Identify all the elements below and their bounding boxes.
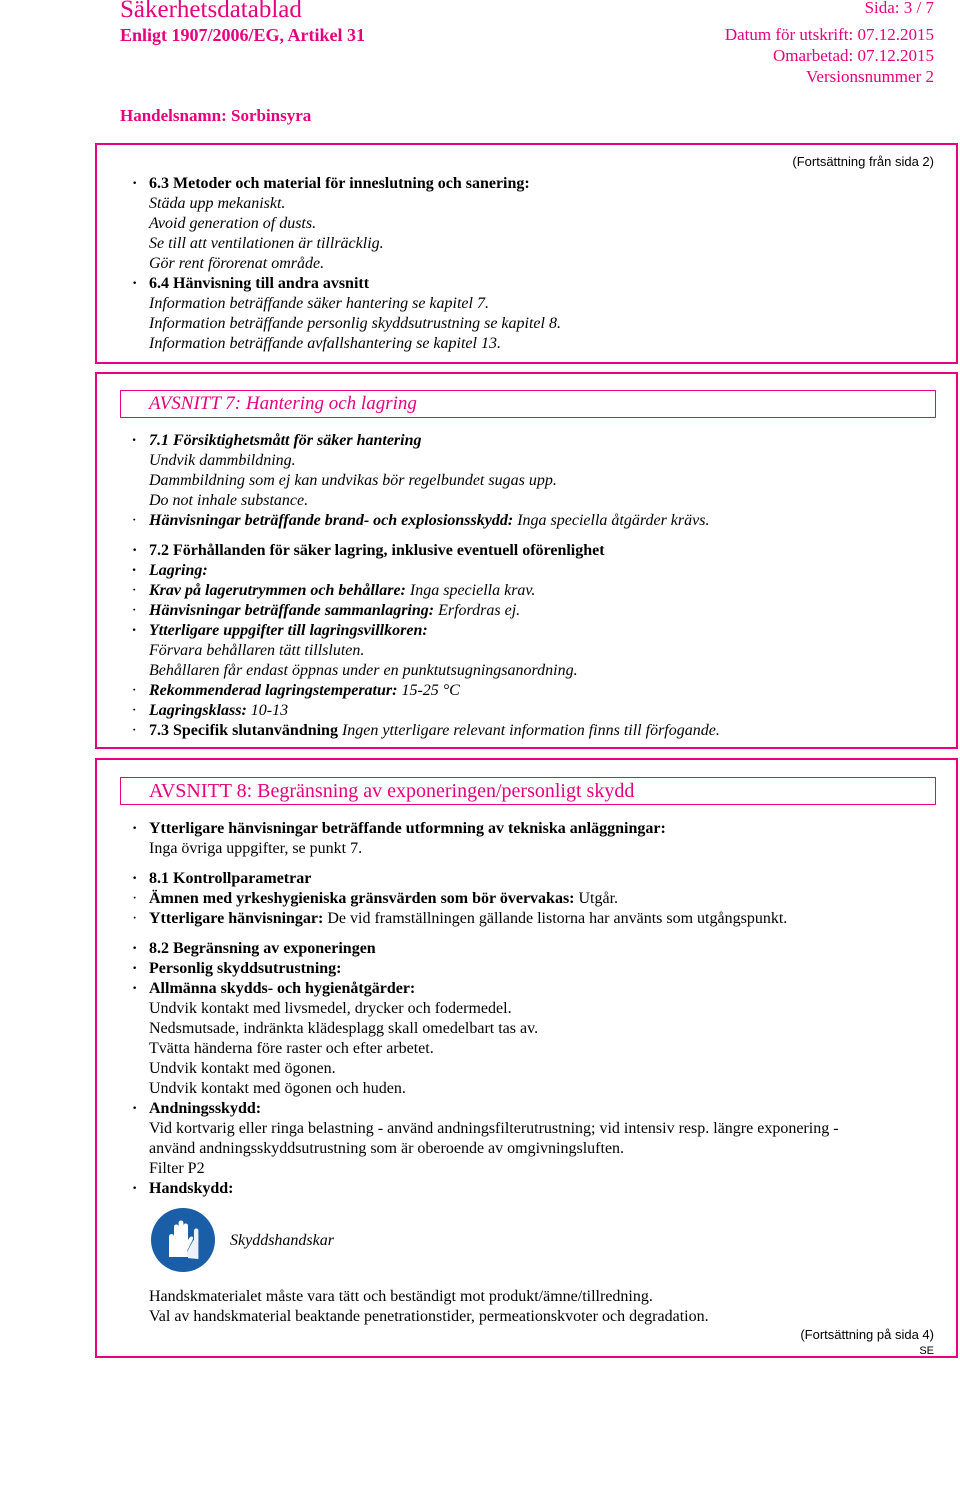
storage-class-label: Lagringsklass:: [149, 702, 247, 719]
trade-name: Handelsnamn: Sorbinsyra: [120, 106, 312, 125]
text-line: Undvik kontakt med ögonen och huden.: [149, 1080, 406, 1097]
section-7-banner: [120, 390, 936, 418]
hand-protection-label: Handskydd:: [149, 1180, 234, 1197]
text-line: använd andningsskyddsutrustning som är oberoende av omgivningsluften.: [149, 1140, 625, 1157]
heading-6-4: 6.4 Hänvisning till andra avsnitt: [149, 275, 370, 292]
storage-temperature-value: 15-25 °C: [397, 682, 460, 699]
hygiene-label: Allmänna skydds- och hygienåtgärder:: [149, 980, 416, 997]
document-regulation: Enligt 1907/2006/EG, Artikel 31: [120, 25, 366, 45]
text-line: Undvik kontakt med ögonen.: [149, 1060, 336, 1077]
document-title: Säkerhetsdatablad: [120, 0, 302, 23]
text-line: Val av handskmaterial beaktande penetrationstider, permeationskvoter och degradation.: [149, 1308, 709, 1325]
text-line: Information beträffande personlig skyddsutrustning se kapitel 8.: [149, 315, 561, 332]
glove-material-notes: [136, 1287, 709, 1327]
text-line: Undvik kontakt med livsmedel, drycker och fodermedel.: [149, 1000, 512, 1017]
exposure-limits-label: Ämnen med yrkeshygieniska gränsvärden som bör övervakas:: [149, 890, 575, 907]
storage-temperature-label: Rekommenderad lagringstemperatur:: [149, 682, 398, 699]
section-8-title: AVSNITT 8: Begränsning av exponeringen/personligt skydd: [149, 780, 635, 802]
heading-8-1: 8.1 Kontrollparametrar: [149, 870, 312, 887]
technical-measures-label: Ytterligare hänvisningar beträffande utformning av tekniska anläggningar:: [149, 820, 666, 837]
fire-protection-value: Inga speciella åtgärder krävs.: [513, 512, 710, 529]
continuation-from: (Fortsättning från sida 2): [792, 154, 934, 169]
text-line: Dammbildning som ej kan undvikas bör regelbundet sugas upp.: [149, 472, 557, 489]
section-7-title: AVSNITT 7: Hantering och lagring: [149, 393, 417, 414]
text-line: Handskmaterialet måste vara tätt och beständigt mot produkt/ämne/tillredning.: [149, 1288, 653, 1305]
text-line: Gör rent förorenat område.: [149, 255, 325, 272]
section-6-content: · 6.3 Metoder och material för inneslutning och sanering: Städa upp mekaniskt. Avoid generation of dusts. Se till att ventilationen är tillräcklig. Gör rent förorenat område. · 6.4 Hänvisning till andra avsnitt Information beträffande säker hantering se kapitel 7. Information beträffande personlig skyddsutrustning se kapitel 8. Information beträffande avfallshantering se kapitel 13.: [132, 175, 561, 352]
combined-storage-label: Hänvisningar beträffande sammanlagring:: [149, 602, 435, 619]
section-8-banner: [120, 777, 936, 805]
heading-7-1: 7.1 Försiktighetsmått för säker hantering: [149, 432, 422, 449]
print-date: Datum för utskrift: 07.12.2015: [724, 25, 934, 44]
text-line: Tvätta händerna före raster och efter arbetet.: [149, 1040, 434, 1057]
text-line: Avoid generation of dusts.: [149, 215, 317, 232]
text-line: Undvik dammbildning.: [149, 452, 296, 469]
storage-requirements-value: Inga speciella krav.: [405, 582, 536, 599]
continuation-to: (Fortsättning på sida 4): [800, 1327, 934, 1342]
heading-7-3: 7.3 Specifik slutanvändning: [149, 722, 338, 739]
additional-notes-label: Ytterligare hänvisningar:: [149, 910, 324, 927]
heading-8-2: 8.2 Begränsning av exponeringen: [149, 940, 376, 957]
text-line: Behållaren får endast öppnas under en punktutsugningsanordning.: [149, 662, 578, 679]
storage-class-value: 10-13: [246, 702, 289, 719]
section-8-content: · Ytterligare hänvisningar beträffande utformning av tekniska anläggningar: Inga övriga uppgifter, se punkt 7. · 8.1 Kontrollparametrar · Ämnen med yrkeshygieniska gränsvärden som bör övervakas: Utgår. · Ytterligare hänvisningar: De vid framställningen gällande listorna har använts som utgångspunkt. · 8.2 Begränsning av exponeringen · Personlig skyddsutrustning: · Allmänna skydds- och hygienåtgärder: Undvik kontakt med livsmedel, drycker och fodermedel. Nedsmutsade, indränkta klädesplagg skall omedelbart tas av. Tvätta händerna före raster och efter arbetet. Undvik kontakt med ögonen. Undvik kontakt med ögonen och huden. · Andningsskydd: Vid kortvarig eller ringa belastning - använd andningsfilterutrustning; vid intensiv resp. längre exponering - använd andningsskyddsutrustning som är oberoende av omgivningsluften. Filter P2 · Handskydd:: [132, 820, 839, 1197]
gloves-pictogram-icon: [150, 1207, 216, 1273]
fire-protection-label: Hänvisningar beträffande brand- och explosionsskydd:: [149, 512, 514, 529]
storage-requirements-label: Krav på lagerutrymmen och behållare:: [149, 582, 406, 599]
text-line: Nedsmutsade, indränkta klädesplagg skall omedelbart tas av.: [149, 1020, 539, 1037]
text-line: Förvara behållaren tätt tillsluten.: [149, 642, 365, 659]
revised-date: Omarbetad: 07.12.2015: [773, 46, 934, 65]
section-7-content: · 7.1 Försiktighetsmått för säker hantering Undvik dammbildning. Dammbildning som ej kan undvikas bör regelbundet sugas upp. Do not inhale substance. · Hänvisningar beträffande brand- och explosionsskydd: Inga speciella åtgärder krävs. · 7.2 Förhållanden för säker lagring, inklusive eventuell oförenlighet · Lagring: · Krav på lagerutrymmen och behållare: Inga speciella krav. · Hänvisningar beträffande sammanlagring: Erfordras ej. · Ytterligare uppgifter till lagringsvillkoren: Förvara behållaren tätt tillsluten. Behållaren får endast öppnas under en punktutsugningsanordning. · Rekommenderad lagringstemperatur: 15-25 °C · Lagringsklass: 10-13 · 7.3 Specifik slutanvändning Ingen ytterligare relevant information finns till förfogande.: [132, 432, 720, 739]
additional-notes-value: De vid framställningen gällande listorna har använts som utgångspunkt.: [323, 910, 788, 927]
text-line: Filter P2: [149, 1160, 205, 1177]
text-line: Se till att ventilationen är tillräcklig.: [149, 235, 384, 252]
glove-caption: Skyddshandskar: [230, 1232, 334, 1249]
storage-extra-label: Ytterligare uppgifter till lagringsvillkoren:: [149, 622, 428, 639]
text-line: Information beträffande avfallshantering se kapitel 13.: [149, 335, 501, 352]
text-line: Städa upp mekaniskt.: [149, 195, 286, 212]
storage-label: Lagring:: [149, 562, 208, 579]
ppe-label: Personlig skyddsutrustning:: [149, 960, 342, 977]
text-line: Vid kortvarig eller ringa belastning - använd andningsfilterutrustning; vid intensiv resp. längre exponering -: [149, 1120, 839, 1137]
combined-storage-value: Erfordras ej.: [434, 602, 521, 619]
heading-6-3: 6.3 Metoder och material för inneslutning och sanering:: [149, 175, 530, 192]
version-number: Versionsnummer 2: [806, 67, 934, 86]
exposure-limits-value: Utgår.: [574, 890, 619, 907]
respiratory-label: Andningsskydd:: [149, 1100, 262, 1117]
text-line: Inga övriga uppgifter, se punkt 7.: [149, 840, 363, 857]
page-number: Sida: 3 / 7: [864, 0, 934, 17]
end-use-value: Ingen ytterligare relevant information finns till förfogande.: [337, 722, 720, 739]
country-code: SE: [919, 1345, 934, 1357]
heading-7-2: 7.2 Förhållanden för säker lagring, inklusive eventuell oförenlighet: [149, 542, 605, 559]
text-line: Do not inhale substance.: [149, 492, 309, 509]
text-line: Information beträffande säker hantering se kapitel 7.: [149, 295, 489, 312]
